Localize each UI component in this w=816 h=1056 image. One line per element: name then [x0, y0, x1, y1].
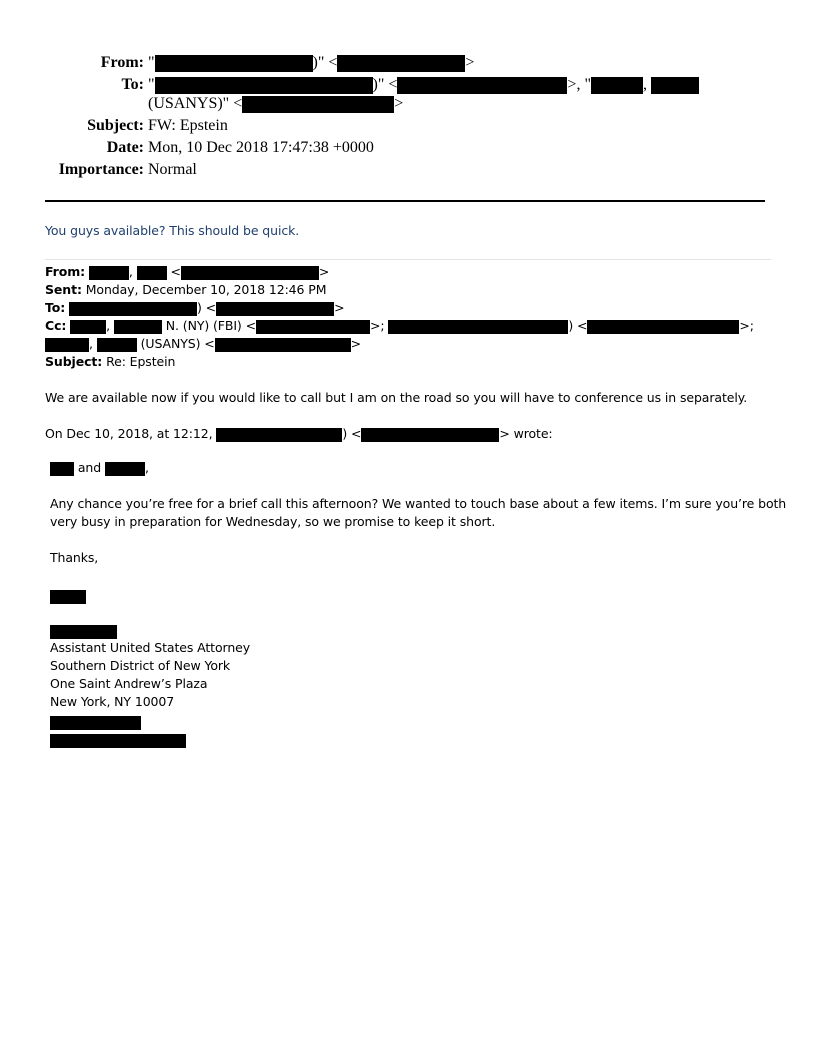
- redaction-box: [337, 55, 465, 72]
- signature-phone-redaction: [50, 713, 141, 731]
- redaction-box: [114, 320, 162, 334]
- fwd-subject-row: [45, 353, 175, 371]
- quoted-paragraph-line-1: Any chance you’re free for a brief call this afternoon? We wanted to touch base about a few items. I’m sure you’re both: [50, 496, 787, 511]
- header-date-value: Mon, 10 Dec 2018 17:47:38 +0000: [148, 139, 374, 156]
- fwd-cc-label: Cc:: [45, 318, 67, 333]
- signature-address: One Saint Andrew’s Plaza: [50, 676, 208, 691]
- comma: ,: [128, 264, 133, 279]
- header-subject-value: FW: Epstein: [148, 117, 228, 134]
- redaction-box: [69, 302, 197, 316]
- header-subject-row: [0, 117, 816, 135]
- header-from-sep: )" <: [312, 54, 338, 71]
- redaction-box: [216, 302, 334, 316]
- fwd-from-row: [45, 263, 329, 281]
- redaction-box: [256, 320, 370, 334]
- header-to-row: [0, 76, 816, 94]
- reply-message: You guys available? This should be quick.: [45, 223, 300, 238]
- header-from-label: From:: [100, 54, 144, 71]
- header-from-end: >: [465, 54, 475, 71]
- header-to-comma: ,: [642, 76, 647, 93]
- fwd-body: We are available now if you would like to call but I am on the road so you will have to conference us in separately.: [45, 390, 748, 405]
- fwd-to-row: [45, 299, 344, 317]
- header-from-value: [148, 54, 474, 72]
- gt: >: [334, 300, 345, 315]
- attribution-prefix: On Dec 10, 2018, at 12:12,: [45, 426, 213, 441]
- redaction-box: [70, 320, 106, 334]
- redaction-box: [50, 716, 141, 730]
- redaction-box: [591, 77, 643, 94]
- signature-title: Assistant United States Attorney: [50, 640, 251, 655]
- fwd-sent-row: [45, 281, 326, 299]
- redaction-box: [181, 266, 319, 280]
- redaction-box: [97, 338, 137, 352]
- header-to-sep: )" <: [372, 76, 398, 93]
- redaction-box: [155, 55, 313, 72]
- header-to-line2-end: >: [394, 95, 404, 112]
- redaction-box: [216, 428, 342, 442]
- header-importance-label: Importance:: [58, 161, 144, 178]
- header-to-sep2: >, ": [567, 76, 591, 93]
- redaction-box: [45, 338, 89, 352]
- redaction-box: [50, 462, 74, 476]
- fwd-from-label: From:: [45, 264, 86, 279]
- quote-attribution: [45, 425, 553, 443]
- redaction-box: [651, 77, 699, 94]
- redaction-box: [89, 266, 129, 280]
- signature-office: Southern District of New York: [50, 658, 231, 673]
- greeting-line: [50, 459, 149, 477]
- signature-fullname-redaction: [50, 622, 117, 640]
- redaction-box: [587, 320, 739, 334]
- header-subject-label: Subject:: [87, 117, 144, 134]
- signature-city: New York, NY 10007: [50, 694, 175, 709]
- fwd-cc-row: [45, 317, 754, 335]
- attribution-sep: ) <: [342, 426, 362, 441]
- header-date-row: [0, 139, 816, 157]
- comma: ,: [144, 460, 149, 475]
- redaction-box: [242, 96, 394, 113]
- header-importance-value: Normal: [148, 161, 197, 178]
- redaction-box: [50, 590, 86, 604]
- signature-name-redaction: [50, 587, 86, 605]
- header-importance-row: [0, 161, 816, 179]
- fwd-cc-line2-text: (USANYS) <: [140, 336, 215, 351]
- fwd-cc-sep: >;: [369, 318, 385, 333]
- header-to-label: To:: [121, 76, 144, 93]
- fwd-to-label: To:: [45, 300, 66, 315]
- redaction-box: [50, 625, 117, 639]
- forward-divider: [45, 259, 771, 260]
- redaction-box: [361, 428, 499, 442]
- gt: >: [318, 264, 330, 279]
- header-to-row-2: [148, 95, 403, 113]
- redaction-box: [397, 77, 567, 94]
- comma: ,: [89, 336, 93, 351]
- fwd-cc-end: >;: [739, 318, 754, 333]
- attribution-suffix: > wrote:: [499, 426, 553, 441]
- fwd-to-sep: ) <: [197, 300, 217, 315]
- fwd-cc-sep2: ) <: [568, 318, 588, 333]
- header-date-label: Date:: [106, 139, 144, 156]
- header-to-line2-text: (USANYS)" <: [148, 95, 243, 112]
- header-to-value: [148, 76, 699, 94]
- redaction-box: [137, 266, 167, 280]
- quoted-paragraph-line-2: very busy in preparation for Wednesday, so we promise to keep it short.: [50, 514, 496, 529]
- greeting-and: and: [77, 460, 102, 475]
- header-from-row: [0, 54, 816, 72]
- quote-char: ": [148, 76, 155, 93]
- redaction-box: [215, 338, 351, 352]
- redaction-box: [105, 462, 145, 476]
- fwd-subject-value: Re: Epstein: [106, 354, 176, 369]
- header-divider: [45, 200, 765, 202]
- fwd-sent-label: Sent:: [45, 282, 82, 297]
- quote-char: ": [148, 54, 155, 71]
- redaction-box: [50, 734, 186, 748]
- thanks-line: Thanks,: [50, 550, 99, 565]
- lt: <: [170, 264, 181, 279]
- comma: ,: [106, 318, 111, 333]
- gt: >: [350, 336, 361, 351]
- fwd-sent-value: Monday, December 10, 2018 12:46 PM: [85, 282, 327, 297]
- fwd-cc-text: N. (NY) (FBI) <: [165, 318, 256, 333]
- signature-email-redaction: [50, 731, 186, 749]
- redaction-box: [388, 320, 568, 334]
- fwd-cc-row-2: [45, 335, 361, 353]
- fwd-subject-label: Subject:: [45, 354, 103, 369]
- redaction-box: [155, 77, 373, 94]
